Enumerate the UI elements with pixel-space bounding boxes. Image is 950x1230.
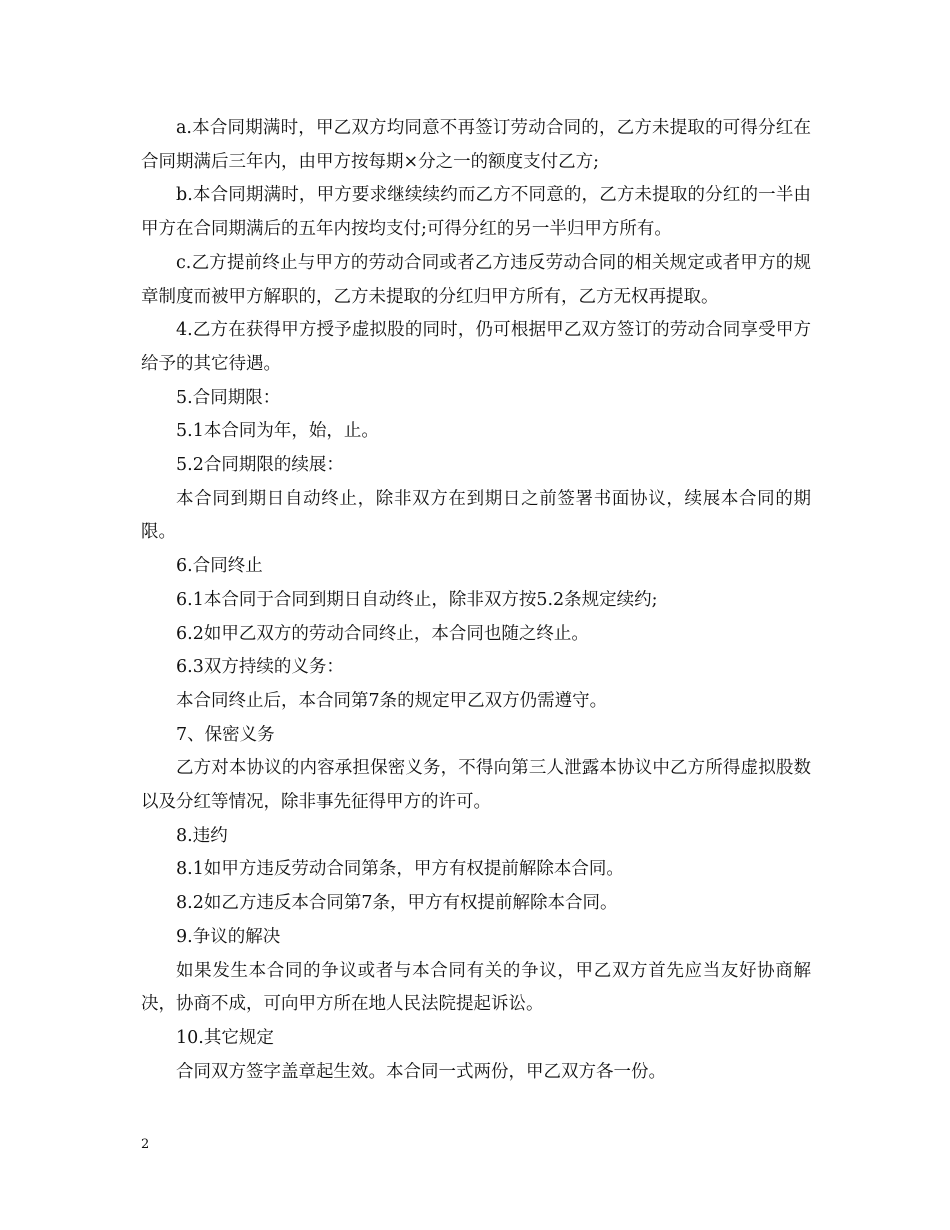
paragraph-section-6-1: 6.1本合同于合同到期日自动终止，除非双方按5.2条规定续约; xyxy=(176,589,658,610)
paragraph-section-4: 4.乙方在获得甲方授予虚拟股的同时，仍可根据甲乙双方签订的劳动合同享受甲方给予的其它待遇。 xyxy=(141,320,811,374)
heading-section-10: 10.其它规定 xyxy=(176,1027,274,1048)
paragraph-section-6-2: 6.2如甲乙双方的劳动合同终止，本合同也随之终止。 xyxy=(176,623,589,644)
heading-section-6: 6.合同终止 xyxy=(176,556,263,577)
paragraph-renewal: 本合同到期日自动终止，除非双方在到期日之前签署书面协议，续展本合同的期限。 xyxy=(141,488,811,543)
heading-section-5-2: 5.2合同期限的续展： xyxy=(176,455,344,476)
heading-section-9: 9.争议的解决 xyxy=(176,926,281,947)
page-number: 2 xyxy=(141,1137,150,1152)
paragraph-section-8-2: 8.2如乙方违反本合同第7条，甲方有权提前解除本合同。 xyxy=(176,893,618,914)
paragraph-section-5-1: 5.1本合同为年，始，止。 xyxy=(176,421,379,442)
paragraph-clause-c: c.乙方提前终止与甲方的劳动合同或者乙方违反劳动合同的相关规定或者甲方的规章制度而被甲方解职的，乙方未提取的分红归甲方所有，乙方无权再提取。 xyxy=(141,252,811,307)
paragraph-clause-a: a.本合同期满时，甲乙双方均同意不再签订劳动合同的，乙方未提取的可得分红在合同期满后三年内，由甲方按每期×分之一的额度支付乙方; xyxy=(141,118,811,172)
paragraph-clause-b: b.本合同期满时，甲方要求继续续约而乙方不同意的，乙方未提取的分红的一半由甲方在合同期满后的五年内按均支付;可得分红的另一半归甲方所有。 xyxy=(141,185,811,240)
heading-section-6-3: 6.3双方持续的义务： xyxy=(176,657,344,678)
heading-section-8: 8.违约 xyxy=(176,825,228,846)
document-body xyxy=(141,112,811,1089)
paragraph-effectiveness: 合同双方签字盖章起生效。本合同一式两份，甲乙双方各一份。 xyxy=(176,1061,666,1082)
paragraph-section-8-1: 8.1如甲方违反劳动合同第条，甲方有权提前解除本合同。 xyxy=(176,859,624,880)
heading-section-7: 7、保密义务 xyxy=(176,724,275,745)
heading-section-5: 5.合同期限： xyxy=(176,387,281,408)
paragraph-dispute-resolution: 如果发生本合同的争议或者与本合同有关的争议，甲乙双方首先应当友好协商解决，协商不成，可向甲方所在地人民法院提起诉讼。 xyxy=(141,960,811,1015)
paragraph-confidentiality: 乙方对本协议的内容承担保密义务，不得向第三人泄露本协议中乙方所得虚拟股数以及分红等情况，除非事先征得甲方的许可。 xyxy=(141,758,811,813)
paragraph-continuing-obligations: 本合同终止后，本合同第7条的规定甲乙双方仍需遵守。 xyxy=(176,690,608,711)
